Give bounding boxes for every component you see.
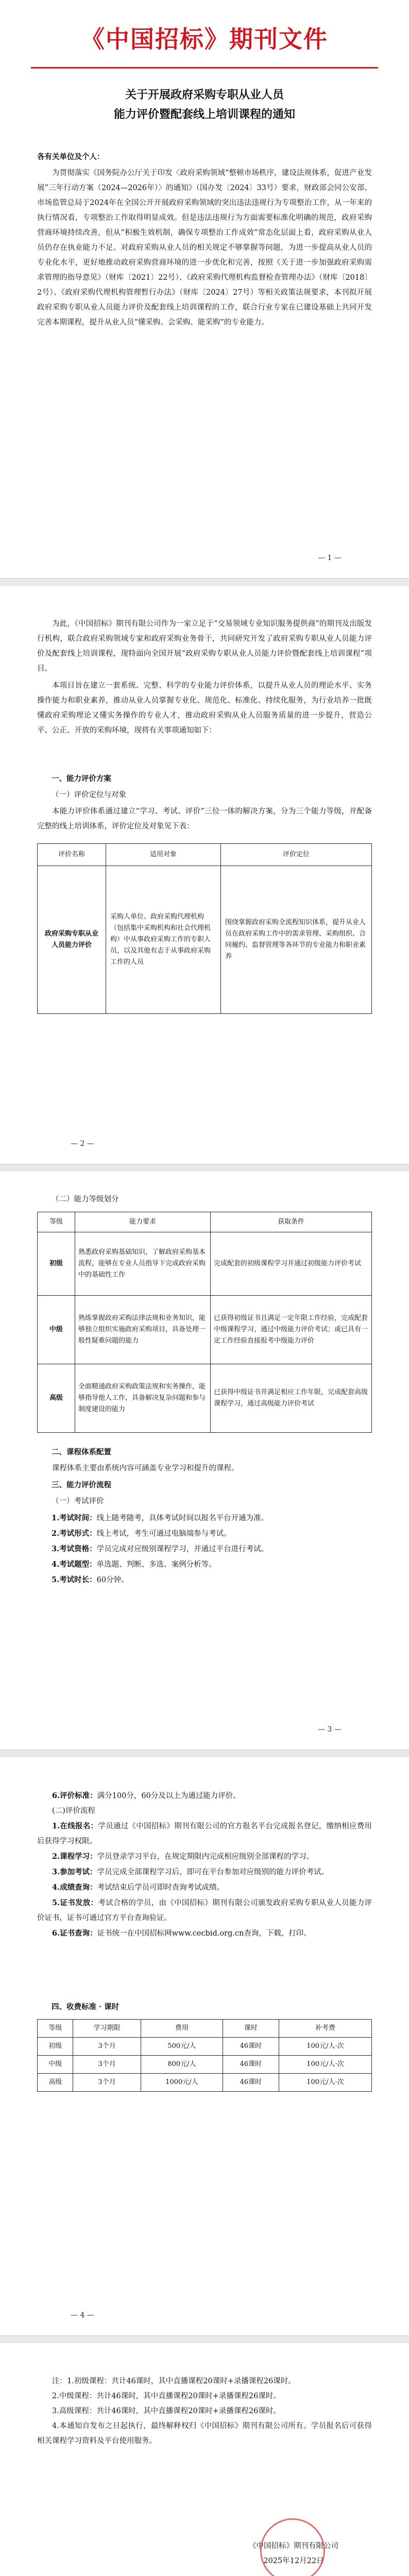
table-header: 能力要求 (75, 1212, 211, 1232)
list-item: (二)评价流程 (52, 1807, 95, 1815)
evaluation-name: 政府采购专职从业人员能力评价 (38, 866, 106, 1014)
level-cell: 中级 (38, 1296, 75, 1364)
fee-amount: 1000元/人 (141, 2074, 223, 2092)
evaluation-objects: 采购人单位、政府采购代理机构（包括集中采购机构和社会代理机构）中从事政府采购工作的专职人员，以及其他有志于从事政府采购工作的人员 (106, 866, 221, 1014)
table-row (38, 1364, 372, 1433)
fee-retake: 100元/人·次 (279, 2074, 371, 2092)
list-item: 1.在线报名：学员通过《中国招标》期刊有限公司的官方报名平台完成报名登记，缴纳相应费用后获得学习权限。 (37, 1822, 372, 1845)
official-seal (260, 2518, 325, 2576)
table-header-row (38, 2020, 372, 2038)
list-item: 3.高级课程：共计46课时，其中直播课程20课时+录播课程26课时。 (52, 2407, 281, 2415)
list-item: 2.中级课程：共计46课时，其中直播课程20课时+录播课程26课时。 (52, 2392, 281, 2400)
list-item: 6.证书查询：证书统一在中国招标网www.cecbid.org.cn查询，下载、打印。 (52, 1929, 311, 1938)
list-item: 5.证书发放：考试合格的学员，由《中国招标》期刊有限公司颁发政府采购专职从业人员能力评价证书，证书可通过官方平台查询验证。 (37, 1899, 372, 1922)
masthead: 《中国招标》期刊文件 (81, 25, 328, 53)
table-header: 评价名称 (38, 844, 106, 866)
fee-hours: 46课时 (223, 2074, 279, 2092)
table-row (38, 2056, 372, 2074)
section-heading-2: 二、课程体系配置 (52, 1448, 111, 1456)
table-row (38, 2038, 372, 2056)
fee-term: 3个月 (73, 2056, 141, 2074)
table-header: 适用对象 (106, 844, 221, 866)
table-header: 评价定位 (221, 844, 372, 866)
fee-table (37, 2019, 372, 2092)
page-separator (0, 578, 409, 586)
section-heading-4: 四、收费标准 · 课时 (52, 2003, 120, 2011)
table-header-row (38, 1212, 372, 1232)
condition-cell: 已获得中级证书并满足相应工作年限，完成配套高级课程学习，通过高级能力评价考试 (211, 1364, 372, 1433)
fee-level: 高级 (38, 2074, 73, 2092)
notes-list (37, 2374, 372, 2449)
page-number: — 3 — (318, 1725, 342, 1734)
intro-paragraph: 为贯彻落实《国务院办公厅关于印发〈政府采购领域“整顿市场秩序，建设法规体系，促进产业发展”三年行动方案（2024—2026年）〉的通知》（国办发〔2024〕33号）要求，财政部会同公安部、市场监管总局于2024年在全国公开开展政府采购领域的突出违法违规行为专项整治工作，从一年来的执行情况看，专项整治工作取得明显成效。但是违法违规行为方面需要标准化明确的规范，政府采购营商环境持续改善，但从“积极生效机制，确保专项整治工作成效”常态化层面上看，政府采购从业人员仍存在执业能力不足、对政府采购从业人员的相关规定不够掌握等问题，为进一步提高从业人员的专业化水平，更好地推动政府采购营商环境的进一步优化和完善，按照《关于进一步加强政府采购需求管理的指导意见》（财库〔2021〕22号）、《政府采购代理机构监督检查管理办法》（财库〔2018〕2号）、《政府采购代理机构管理暂行办法》（财库〔2024〕27号）等相关政策法规要求，本刊拟开展政府采购专职从业人员能力评价及配套线上培训课程的工作，联合行业专家在已建设基础上共同开发完善本期课程，提升从业人员“懂采购、会采购、能采购”的专业能力。 (37, 169, 372, 327)
list-item: 4.本通知自发布之日起执行，最终解释权归《中国招标》期刊有限公司所有。学员报名后可获得相关课程学习资料及平台使用服务。 (37, 2422, 372, 2445)
table-header: 获取条件 (211, 1212, 372, 1232)
salutation: 各有关单位及个人： (37, 152, 105, 161)
level-cell: 初级 (38, 1232, 75, 1296)
requirement-cell: 熟悉政府采购基础知识，了解政府采购基本流程，能够在专业人员指导下完成政府采购中的基础性工作 (75, 1232, 211, 1296)
fee-amount: 800元/人 (141, 2056, 223, 2074)
exam-item-list (52, 1511, 372, 1588)
page-separator (0, 1164, 409, 1172)
table-header: 补考费 (279, 2020, 371, 2038)
condition-cell: 已获得初级证书且满足一定年限工作经验，完成配套中级课程学习，通过中级能力评价考试；或已具有一定工作经验直接报考中级能力评价 (211, 1296, 372, 1364)
table-row (38, 866, 372, 1014)
title-line-2: 能力评价暨配套线上培训课程的通知 (113, 108, 295, 121)
requirement-cell: 熟练掌握政府采购法律法规和业务知识，能够独立组织实施政府采购项目，具备处理一般性疑难问题的能力 (75, 1296, 211, 1364)
table-row (38, 2074, 372, 2092)
evaluation-table (37, 843, 372, 1014)
fee-hours: 46课时 (223, 2056, 279, 2074)
table-row (38, 1232, 372, 1296)
doc-title (31, 85, 378, 124)
table-header: 费用 (141, 2020, 223, 2038)
fee-amount: 500元/人 (141, 2038, 223, 2056)
section-heading-1: 一、能力评价方案 (52, 774, 111, 783)
fee-term: 3个月 (73, 2074, 141, 2092)
list-item: 2.考试形式：线上考试，考生可通过电脑端参与考试。 (52, 1529, 231, 1538)
condition-cell: 完成配套的初级课程学习并通过初级能力评价考试 (211, 1232, 372, 1296)
fee-term: 3个月 (73, 2038, 141, 2056)
table-header-row (38, 844, 372, 866)
page-1 (0, 0, 409, 578)
page2-para-2: 本项目旨在建立一套系统、完整、科学的专业能力评价体系，以提升从业人员的理论水平、实务操作能力和职业素养，推动从业人员掌握专业化、规范化、标准化、持续化服务，为行业培养一批既懂政府采购理论又懂实务操作的专业人才，推动政府采购从业人员服务质量的进一步提升，营造公平、公正、开放的采购环境，现将有关事项通知如下： (37, 682, 372, 735)
page-5 (0, 2343, 409, 2576)
table-row (38, 1296, 372, 1364)
red-rule (31, 67, 378, 69)
table-header: 等级 (38, 2020, 73, 2038)
page-number: — 2 — (71, 1140, 94, 1148)
sign-org: 《中国招标》期刊有限公司 (249, 2542, 338, 2550)
page-separator (0, 2335, 409, 2344)
process-list (37, 1788, 372, 1941)
list-item: 注：1.初级课程：共计46课时，其中直播课程20课时+录播课程26课时。 (52, 2377, 296, 2385)
page-2 (0, 586, 409, 1164)
list-item: 5.考试时长：60分钟。 (52, 1575, 129, 1584)
list-item: 1.考试时间：线上随考随考，具体考试时间以报名平台开通为准。 (52, 1514, 269, 1522)
level-cell: 高级 (38, 1364, 75, 1433)
list-item: 3.考试资格：学员完成对应级别课程学习，并通过平台进行考试。 (52, 1545, 269, 1553)
sign-date: 2025年12月22日 (263, 2557, 324, 2565)
subsection-heading: （二）能力等级划分 (52, 1195, 119, 1204)
list-item: 4.考试题型：单选题、判断、多选、案例分析等。 (52, 1560, 216, 1569)
page2-para-1: 为此，《中国招标》期刊有限公司作为一家立足于“交易领域专业知识服务提供商”的期刊及出版发行机构，联合政府采购领域专家和政府采购业务骨干，共同研究开发了政府采购专职从业人员能力评价及配套线上培训课程，现特面向全国开展“政府采购专职从业人员能力评价暨配套线上培训课程”项目。 (37, 620, 372, 673)
subsection-heading: （一）考试评价 (52, 1497, 104, 1505)
title-line-1: 关于开展政府采购专职从业人员 (125, 88, 284, 101)
list-item: 4.成绩查询：考试结束后学员可即时查询考试成绩。 (52, 1883, 225, 1892)
course-paragraph: 课程体系主要由系统内容可涵盖专业学习和提升的课程。 (52, 1464, 239, 1472)
evaluation-position: 围绕掌握政府采购全流程知识体系，提升从业人员在政府采购工作中的需求管理、采购组织、合同履约、监督管理等各环节的专业能力和职业素养 (221, 866, 372, 1014)
list-item: 2.课程学习：学员登录学习平台，在规定期限内完成相应级别全部课程的学习。 (52, 1852, 314, 1861)
list-item: 3.参加考试：学员完成全部课程学习后，即可在平台参加对应级别的能力评价考试。 (52, 1868, 329, 1876)
requirement-cell: 全面精通政府采购政策法规和实务操作，能够指导他人工作，具备解决复杂问题和参与制度建设的能力 (75, 1364, 211, 1433)
subsection-heading: （一）评价定位与对象 (52, 791, 126, 799)
table-header: 等级 (38, 1212, 75, 1232)
fee-retake: 100元/人·次 (279, 2038, 371, 2056)
page-number: — 4 — (71, 2311, 94, 2319)
fee-retake: 100元/人·次 (279, 2056, 371, 2074)
fee-level: 中级 (38, 2056, 73, 2074)
page-number: — 1 — (318, 554, 342, 562)
table-header: 学习期限 (73, 2020, 141, 2038)
page2-para-3: 本能力评价体系通过建立“学习、考试、评价”三位一体的解决方案，分为三个能力等级，并配备完整的线上培训体系，评价定位及对象见下表： (37, 807, 372, 831)
list-item: 6.评价标准：满分100分，60分及以上为通过能力评价。 (52, 1791, 241, 1800)
page-3 (0, 1172, 409, 1750)
fee-hours: 46课时 (223, 2038, 279, 2056)
level-table (37, 1212, 372, 1433)
fee-level: 初级 (38, 2038, 73, 2056)
page-separator (0, 1750, 409, 1758)
section-heading-3: 三、能力评价流程 (52, 1481, 111, 1489)
table-header: 课时 (223, 2020, 279, 2038)
page-4 (0, 1757, 409, 2335)
